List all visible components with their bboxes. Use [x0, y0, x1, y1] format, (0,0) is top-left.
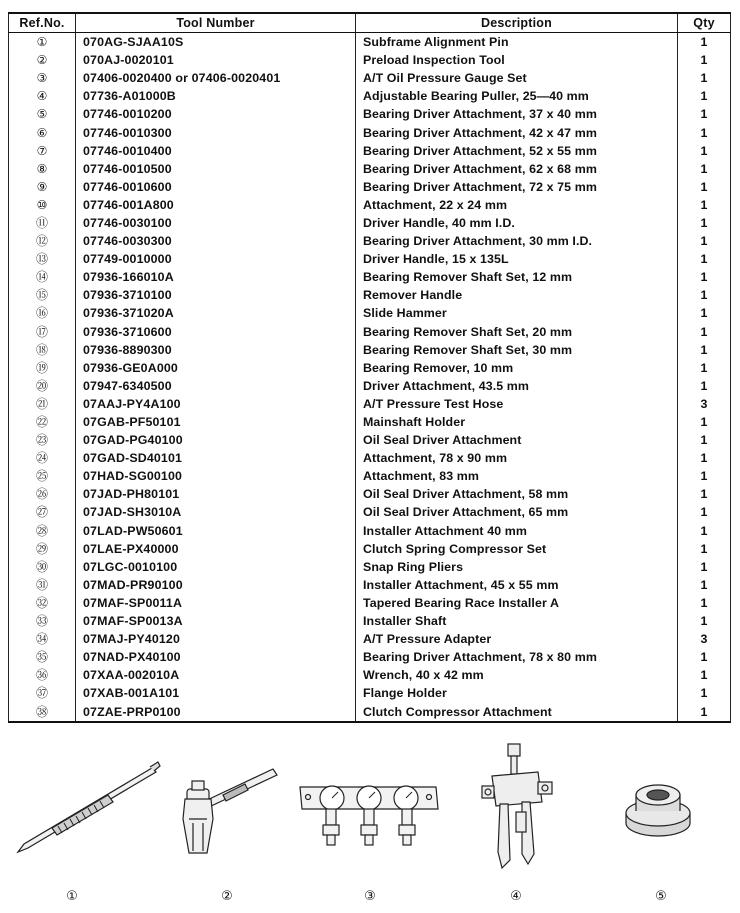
ref-no-cell: ⑤ [9, 105, 76, 123]
qty-cell: 1 [678, 123, 731, 141]
tool-number-cell: 070AG-SJAA10S [76, 33, 356, 52]
description-cell: Driver Attachment, 43.5 mm [356, 377, 678, 395]
qty-cell: 1 [678, 467, 731, 485]
description-cell: Bearing Driver Attachment, 42 x 47 mm [356, 123, 678, 141]
ref-no-cell: ⑦ [9, 142, 76, 160]
table-row [9, 51, 731, 69]
qty-cell: 1 [678, 214, 731, 232]
table-row [9, 214, 731, 232]
ref-no-cell: ⑮ [9, 286, 76, 304]
qty-cell: 1 [678, 69, 731, 87]
description-cell: Bearing Driver Attachment, 52 x 55 mm [356, 142, 678, 160]
ref-no-cell: ⑱ [9, 341, 76, 359]
ref-no-cell: ② [9, 51, 76, 69]
qty-cell: 1 [678, 449, 731, 467]
description-cell: Bearing Driver Attachment, 62 x 68 mm [356, 160, 678, 178]
table-row [9, 87, 731, 105]
table-row [9, 341, 731, 359]
bearing-puller-icon [478, 742, 558, 872]
description-cell: Bearing Remover Shaft Set, 12 mm [356, 268, 678, 286]
description-cell: Adjustable Bearing Puller, 25—40 mm [356, 87, 678, 105]
table-row [9, 105, 731, 123]
qty-cell: 1 [678, 612, 731, 630]
qty-cell: 1 [678, 341, 731, 359]
ref-no-cell: ㉘ [9, 522, 76, 540]
ref-no-cell: ㊱ [9, 666, 76, 684]
qty-cell: 1 [678, 105, 731, 123]
table-row [9, 413, 731, 431]
description-cell: Attachment, 83 mm [356, 467, 678, 485]
description-cell: Subframe Alignment Pin [356, 33, 678, 52]
description-cell: Bearing Driver Attachment, 78 x 80 mm [356, 648, 678, 666]
description-cell: Bearing Remover, 10 mm [356, 359, 678, 377]
qty-cell: 3 [678, 630, 731, 648]
ref-no-cell: ⑳ [9, 377, 76, 395]
description-cell: Slide Hammer [356, 304, 678, 322]
table-row [9, 467, 731, 485]
table-row [9, 323, 731, 341]
qty-cell: 1 [678, 87, 731, 105]
qty-cell: 1 [678, 232, 731, 250]
tool-number-cell: 07HAD-SG00100 [76, 467, 356, 485]
qty-cell: 1 [678, 250, 731, 268]
table-row [9, 449, 731, 467]
special-tools-table [8, 12, 731, 723]
ref-no-cell: ⑩ [9, 196, 76, 214]
table-row [9, 33, 731, 52]
qty-cell: 1 [678, 33, 731, 52]
qty-cell: 1 [678, 485, 731, 503]
ref-no-cell: ㊳ [9, 702, 76, 721]
tool-number-cell: 07947-6340500 [76, 377, 356, 395]
description-cell: Attachment, 78 x 90 mm [356, 449, 678, 467]
tool-number-cell: 07MAD-PR90100 [76, 576, 356, 594]
table-row [9, 558, 731, 576]
qty-cell: 1 [678, 178, 731, 196]
tool-number-cell: 07MAF-SP0013A [76, 612, 356, 630]
tool-number-cell: 07ZAE-PRP0100 [76, 702, 356, 721]
tool-number-cell: 07LAE-PX40000 [76, 540, 356, 558]
qty-cell: 1 [678, 684, 731, 702]
table-row [9, 594, 731, 612]
illustration-label-5: ⑤ [655, 889, 667, 904]
ref-no-cell: ㉒ [9, 413, 76, 431]
tool-number-cell: 07936-3710100 [76, 286, 356, 304]
ref-no-cell: ㉖ [9, 485, 76, 503]
header-ref-no: Ref.No. [9, 13, 76, 33]
tool-number-cell: 07746-0010400 [76, 142, 356, 160]
tool-number-cell: 07736-A01000B [76, 87, 356, 105]
description-cell: Oil Seal Driver Attachment, 58 mm [356, 485, 678, 503]
ref-no-cell: ⑰ [9, 323, 76, 341]
description-cell: Attachment, 22 x 24 mm [356, 196, 678, 214]
ref-no-cell: ㉙ [9, 540, 76, 558]
qty-cell: 1 [678, 196, 731, 214]
description-cell: Driver Handle, 15 x 135L [356, 250, 678, 268]
description-cell: Bearing Driver Attachment, 30 mm I.D. [356, 232, 678, 250]
ref-no-cell: ⑬ [9, 250, 76, 268]
qty-cell: 1 [678, 431, 731, 449]
tool-number-cell: 07JAD-SH3010A [76, 503, 356, 521]
qty-cell: 1 [678, 648, 731, 666]
tool-number-cell: 07746-0030300 [76, 232, 356, 250]
description-cell: A/T Oil Pressure Gauge Set [356, 69, 678, 87]
description-cell: Clutch Spring Compressor Set [356, 540, 678, 558]
qty-cell: 1 [678, 142, 731, 160]
description-cell: Tapered Bearing Race Installer A [356, 594, 678, 612]
ref-no-cell: ㉟ [9, 648, 76, 666]
ref-no-cell: ⑥ [9, 123, 76, 141]
description-cell: Installer Attachment, 45 x 55 mm [356, 576, 678, 594]
table-row [9, 630, 731, 648]
description-cell: A/T Pressure Adapter [356, 630, 678, 648]
table-row [9, 485, 731, 503]
ref-no-cell: ⑧ [9, 160, 76, 178]
tool-number-cell: 07746-0030100 [76, 214, 356, 232]
table-row [9, 612, 731, 630]
tool-number-cell: 07746-0010200 [76, 105, 356, 123]
qty-cell: 1 [678, 594, 731, 612]
table-row [9, 123, 731, 141]
description-cell: Bearing Remover Shaft Set, 30 mm [356, 341, 678, 359]
qty-cell: 1 [678, 576, 731, 594]
tool-number-cell: 07936-GE0A000 [76, 359, 356, 377]
table-row [9, 377, 731, 395]
tool-number-cell: 07746-0010300 [76, 123, 356, 141]
tool-number-cell: 07749-0010000 [76, 250, 356, 268]
description-cell: Clutch Compressor Attachment [356, 702, 678, 721]
table-row [9, 304, 731, 322]
tool-number-cell: 07NAD-PX40100 [76, 648, 356, 666]
illustration-label-1: ① [66, 889, 78, 904]
tool-number-cell: 07936-166010A [76, 268, 356, 286]
ref-no-cell: ⑪ [9, 214, 76, 232]
tool-number-cell: 07406-0020400 or 07406-0020401 [76, 69, 356, 87]
qty-cell: 1 [678, 160, 731, 178]
ref-no-cell: ⑨ [9, 178, 76, 196]
qty-cell: 3 [678, 395, 731, 413]
tool-number-cell: 07XAB-001A101 [76, 684, 356, 702]
table-row [9, 503, 731, 521]
table-row [9, 160, 731, 178]
ref-no-cell: ㊲ [9, 684, 76, 702]
ref-no-cell: ㉝ [9, 612, 76, 630]
tool-number-cell: 07GAD-SD40101 [76, 449, 356, 467]
description-cell: Preload Inspection Tool [356, 51, 678, 69]
tool-number-cell: 07GAD-PG40100 [76, 431, 356, 449]
description-cell: Remover Handle [356, 286, 678, 304]
qty-cell: 1 [678, 522, 731, 540]
ref-no-cell: ㉕ [9, 467, 76, 485]
description-cell: Snap Ring Pliers [356, 558, 678, 576]
table-row [9, 684, 731, 702]
qty-cell: 1 [678, 413, 731, 431]
table-header-row [9, 13, 731, 33]
table-row [9, 286, 731, 304]
description-cell: Bearing Remover Shaft Set, 20 mm [356, 323, 678, 341]
tool-number-cell: 07XAA-002010A [76, 666, 356, 684]
tool-number-cell: 070AJ-0020101 [76, 51, 356, 69]
qty-cell: 1 [678, 377, 731, 395]
description-cell: Flange Holder [356, 684, 678, 702]
description-cell: Bearing Driver Attachment, 72 x 75 mm [356, 178, 678, 196]
tool-number-cell: 07JAD-PH80101 [76, 485, 356, 503]
qty-cell: 1 [678, 286, 731, 304]
illustration-label-3: ③ [364, 889, 376, 904]
tool-number-cell: 07936-8890300 [76, 341, 356, 359]
header-tool-number: Tool Number [76, 13, 356, 33]
pressure-gauge-set-icon [296, 775, 442, 855]
qty-cell: 1 [678, 304, 731, 322]
ref-no-cell: ㉞ [9, 630, 76, 648]
qty-cell: 1 [678, 540, 731, 558]
ref-no-cell: ㉚ [9, 558, 76, 576]
table-row [9, 268, 731, 286]
description-cell: Installer Shaft [356, 612, 678, 630]
tool-number-cell: 07LGC-0010100 [76, 558, 356, 576]
qty-cell: 1 [678, 268, 731, 286]
table-row [9, 431, 731, 449]
qty-cell: 1 [678, 558, 731, 576]
table-row [9, 142, 731, 160]
ref-no-cell: ㉜ [9, 594, 76, 612]
ref-no-cell: ⑲ [9, 359, 76, 377]
table-row [9, 196, 731, 214]
ref-no-cell: ⑭ [9, 268, 76, 286]
description-cell: A/T Pressure Test Hose [356, 395, 678, 413]
ref-no-cell: ④ [9, 87, 76, 105]
illustration-label-2: ② [221, 889, 233, 904]
tool-number-cell: 07936-371020A [76, 304, 356, 322]
table-row [9, 232, 731, 250]
tool-number-cell: 07MAF-SP0011A [76, 594, 356, 612]
ref-no-cell: ㉓ [9, 431, 76, 449]
description-cell: Oil Seal Driver Attachment [356, 431, 678, 449]
ref-no-cell: ㉔ [9, 449, 76, 467]
tool-number-cell: 07LAD-PW50601 [76, 522, 356, 540]
driver-attachment-icon [618, 773, 698, 843]
qty-cell: 1 [678, 51, 731, 69]
tool-number-cell: 07936-3710600 [76, 323, 356, 341]
table-row [9, 576, 731, 594]
ref-no-cell: ㉗ [9, 503, 76, 521]
table-row [9, 69, 731, 87]
ref-no-cell: ⑫ [9, 232, 76, 250]
illustration-label-4: ④ [510, 889, 522, 904]
tool-number-cell: 07AAJ-PY4A100 [76, 395, 356, 413]
ref-no-cell: ㉛ [9, 576, 76, 594]
qty-cell: 1 [678, 503, 731, 521]
tool-number-cell: 07746-001A800 [76, 196, 356, 214]
ref-no-cell: ⑯ [9, 304, 76, 322]
qty-cell: 1 [678, 666, 731, 684]
table-row [9, 540, 731, 558]
table-row [9, 666, 731, 684]
qty-cell: 1 [678, 323, 731, 341]
qty-cell: 1 [678, 702, 731, 721]
ref-no-cell: ㉑ [9, 395, 76, 413]
table-row [9, 702, 731, 721]
header-description: Description [356, 13, 678, 33]
tool-number-cell: 07746-0010500 [76, 160, 356, 178]
table-row [9, 522, 731, 540]
header-qty: Qty [678, 13, 731, 33]
qty-cell: 1 [678, 359, 731, 377]
ref-no-cell: ① [9, 33, 76, 52]
description-cell: Installer Attachment 40 mm [356, 522, 678, 540]
description-cell: Driver Handle, 40 mm I.D. [356, 214, 678, 232]
ref-no-cell: ③ [9, 69, 76, 87]
description-cell: Oil Seal Driver Attachment, 65 mm [356, 503, 678, 521]
tool-number-cell: 07746-0010600 [76, 178, 356, 196]
tool-number-cell: 07GAB-PF50101 [76, 413, 356, 431]
description-cell: Mainshaft Holder [356, 413, 678, 431]
table-row [9, 250, 731, 268]
table-row [9, 178, 731, 196]
table-row [9, 648, 731, 666]
alignment-pin-icon [12, 740, 162, 860]
preload-tool-icon [175, 763, 285, 863]
description-cell: Wrench, 40 x 42 mm [356, 666, 678, 684]
description-cell: Bearing Driver Attachment, 37 x 40 mm [356, 105, 678, 123]
tool-number-cell: 07MAJ-PY40120 [76, 630, 356, 648]
table-row [9, 359, 731, 377]
table-row [9, 395, 731, 413]
